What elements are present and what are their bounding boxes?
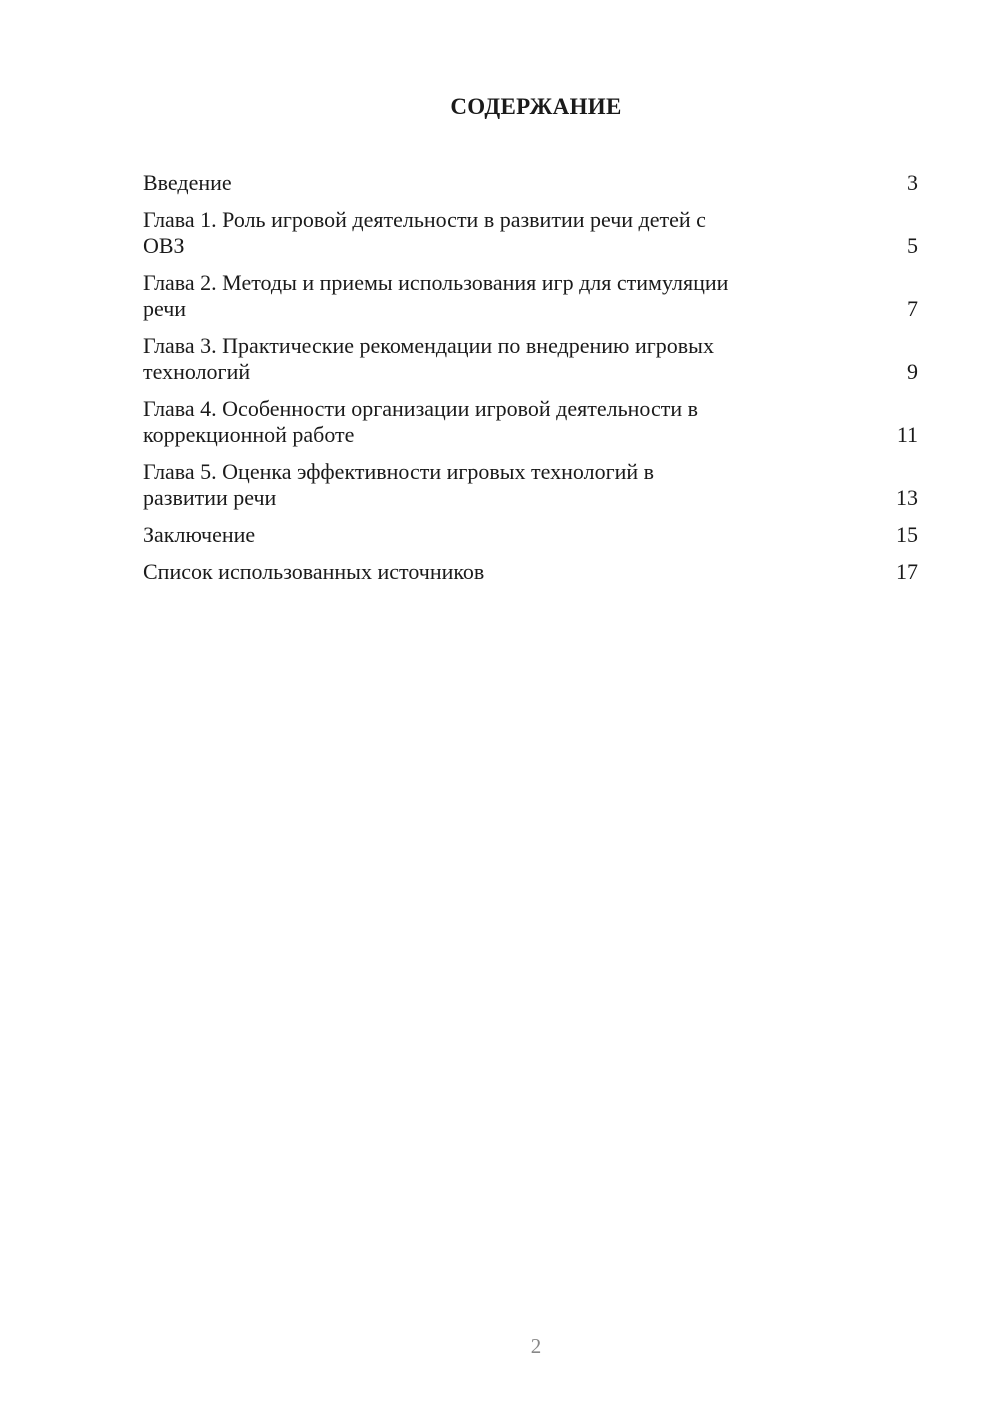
toc-entry-page: 11: [896, 422, 918, 447]
toc-entry-title: [143, 207, 868, 259]
toc-entry-introduction: [143, 170, 918, 196]
toc-entry-chapter-1: [143, 207, 918, 259]
toc-entry-page: 3: [907, 170, 918, 195]
toc-entry-title: [143, 559, 868, 585]
toc-entry-line: ОВЗ: [143, 233, 185, 258]
toc-entry-line: технологий: [143, 359, 251, 384]
toc-entry-page: 5: [907, 233, 918, 258]
toc-entry-chapter-2: [143, 270, 918, 322]
toc-entry-page: 17: [896, 559, 918, 584]
toc-entry-page: 13: [896, 485, 918, 510]
toc-entry-page: 15: [896, 522, 918, 547]
toc-entry-title: [143, 333, 868, 385]
toc-entry-line: речи: [143, 296, 187, 321]
toc-entry-line: Глава 5. Оценка эффективности игровых технологий в: [143, 459, 655, 484]
toc-entry-chapter-3: [143, 333, 918, 385]
toc-entry-line: Глава 2. Методы и приемы использования игр для стимуляции: [143, 270, 729, 295]
page-title: СОДЕРЖАНИЕ: [450, 94, 622, 119]
toc-entry-line: коррекционной работе: [143, 422, 355, 447]
toc-entry-line: Список использованных источников: [143, 559, 485, 584]
toc-entry-line: Введение: [143, 170, 232, 195]
toc-entry-title: [143, 270, 868, 322]
toc-entry-title: [143, 170, 868, 196]
toc-entry-title: [143, 522, 868, 548]
toc-entry-references: [143, 559, 918, 585]
toc-entry-line: Глава 4. Особенности организации игровой деятельности в: [143, 396, 698, 421]
table-of-contents: [143, 170, 918, 596]
toc-entry-chapter-4: [143, 396, 918, 448]
toc-entry-title: [143, 396, 868, 448]
toc-entry-page: 7: [907, 296, 918, 321]
toc-entry-conclusion: [143, 522, 918, 548]
page-number: 2: [530, 1334, 542, 1358]
toc-entry-title: [143, 459, 868, 511]
toc-entry-line: Заключение: [143, 522, 256, 547]
toc-entry-line: Глава 3. Практические рекомендации по внедрению игровых: [143, 333, 714, 358]
toc-entry-page: 9: [907, 359, 918, 384]
toc-entry-line: Глава 1. Роль игровой деятельности в развитии речи детей с: [143, 207, 706, 232]
toc-entry-line: развитии речи: [143, 485, 277, 510]
toc-entry-chapter-5: [143, 459, 918, 511]
